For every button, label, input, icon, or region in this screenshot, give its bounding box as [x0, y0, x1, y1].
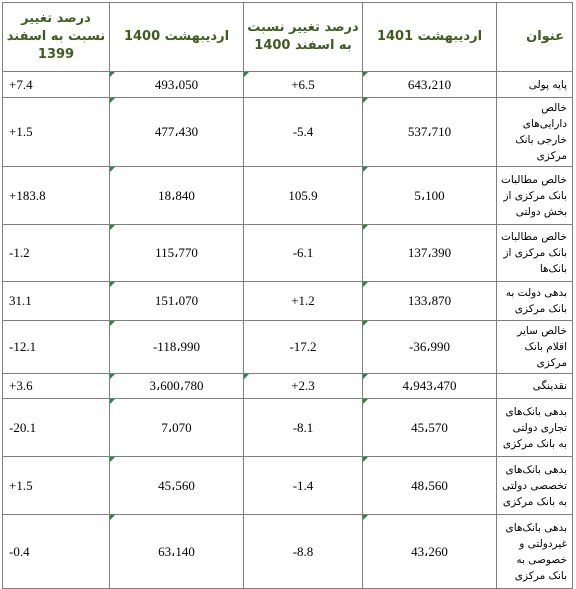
table-row — [3, 72, 573, 98]
table-row — [3, 225, 573, 282]
cell-label: خالص دارایی‌های خارجی بانک مرکزی — [497, 98, 573, 167]
cell-pct-1400: -1.4 — [244, 457, 363, 515]
cell-value-1401: 43،260 — [363, 515, 497, 589]
table-row — [3, 321, 573, 374]
header-ordibehesht-1400: اردیبهشت 1400 — [110, 3, 244, 72]
cell-label: بدهی بانک‌های تجاری دولتی به بانک مرکزی — [497, 399, 573, 457]
cell-value-1401: 45،570 — [363, 399, 497, 457]
header-pct-vs-esfand-1400: درصد تغییر نسبت به اسفند 1400 — [244, 3, 363, 72]
cell-pct-1400: -6.1 — [244, 225, 363, 282]
cell-value-1400: -118،990 — [110, 321, 244, 374]
cell-value-1401: 4،943،470 — [363, 374, 497, 399]
header-ordibehesht-1401: اردیبهشت 1401 — [363, 3, 497, 72]
cell-label: بدهی بانک‌های غیردولتی و خصوصی به بانک مرکزی — [497, 515, 573, 589]
header-pct-vs-esfand-1399: درصد تغییر نسبت به اسفند 1399 — [3, 3, 110, 72]
table-row — [3, 399, 573, 457]
cell-value-1401: 5،100 — [363, 167, 497, 225]
cell-value-1400: 115،770 — [110, 225, 244, 282]
cell-pct-1399: -0.4 — [3, 515, 110, 589]
table-row — [3, 374, 573, 399]
cell-pct-1400: +1.2 — [244, 282, 363, 321]
cell-label: نقدینگی — [497, 374, 573, 399]
cell-pct-1399: +1.5 — [3, 98, 110, 167]
cell-label: خالص مطالبات بانک مرکزی از بانک‌ها — [497, 225, 573, 282]
cell-value-1401: -36،990 — [363, 321, 497, 374]
cell-value-1400: 493،050 — [110, 72, 244, 98]
cell-value-1401: 133،870 — [363, 282, 497, 321]
cell-pct-1399: -20.1 — [3, 399, 110, 457]
monetary-statistics-table — [2, 2, 573, 589]
cell-pct-1399: +1.5 — [3, 457, 110, 515]
cell-value-1401: 48،560 — [363, 457, 497, 515]
cell-pct-1400: 105.9 — [244, 167, 363, 225]
cell-value-1401: 537،710 — [363, 98, 497, 167]
header-title: عنوان — [497, 3, 573, 72]
cell-pct-1399: +7.4 — [3, 72, 110, 98]
cell-label: خالص مطالبات بانک مرکزی از بخش دولتی — [497, 167, 573, 225]
cell-pct-1400: +6.5 — [244, 72, 363, 98]
cell-value-1400: 7،070 — [110, 399, 244, 457]
cell-label: بدهی دولت به بانک مرکزی — [497, 282, 573, 321]
cell-label: پایه پولی — [497, 72, 573, 98]
table-row — [3, 457, 573, 515]
cell-pct-1399: +183.8 — [3, 167, 110, 225]
table-row — [3, 282, 573, 321]
cell-label: بدهی بانک‌های تخصصی دولتی به بانک مرکزی — [497, 457, 573, 515]
cell-pct-1400: +2.3 — [244, 374, 363, 399]
cell-value-1400: 63،140 — [110, 515, 244, 589]
cell-pct-1400: -17.2 — [244, 321, 363, 374]
cell-value-1400: 151،070 — [110, 282, 244, 321]
cell-pct-1400: -8.1 — [244, 399, 363, 457]
cell-value-1400: 477،430 — [110, 98, 244, 167]
table-row — [3, 515, 573, 589]
cell-value-1401: 137،390 — [363, 225, 497, 282]
cell-value-1401: 643،210 — [363, 72, 497, 98]
cell-pct-1399: +3.6 — [3, 374, 110, 399]
cell-value-1400: 3،600،780 — [110, 374, 244, 399]
table-row — [3, 98, 573, 167]
cell-value-1400: 18،840 — [110, 167, 244, 225]
cell-pct-1400: -8.8 — [244, 515, 363, 589]
header-row — [3, 3, 573, 72]
cell-pct-1399: 31.1 — [3, 282, 110, 321]
cell-label: خالص سایر اقلام بانک مرکزی — [497, 321, 573, 374]
table-row — [3, 167, 573, 225]
cell-pct-1399: -1.2 — [3, 225, 110, 282]
cell-value-1400: 45،560 — [110, 457, 244, 515]
cell-pct-1399: -12.1 — [3, 321, 110, 374]
cell-pct-1400: -5.4 — [244, 98, 363, 167]
